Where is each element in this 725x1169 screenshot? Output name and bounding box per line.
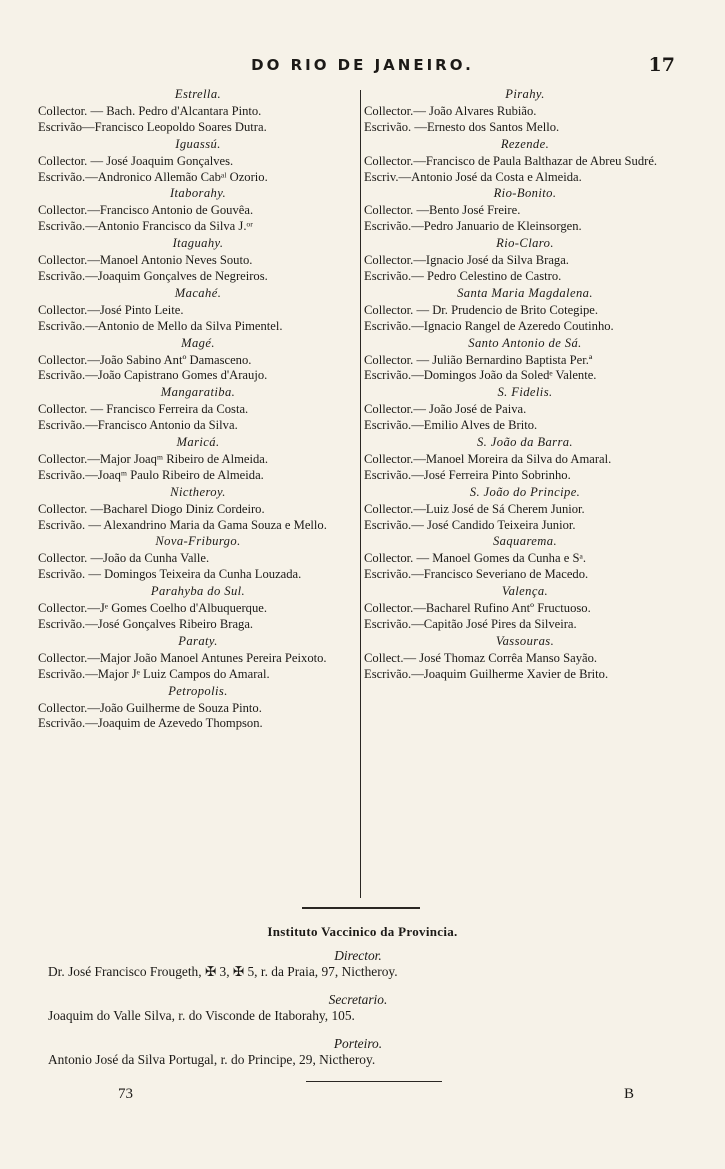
- place-name: Macahé.: [174, 285, 222, 300]
- right-column: [364, 86, 686, 683]
- place-entry: [38, 186, 358, 235]
- official-line: Escrivão.—Capitão José Pires da Silveira.: [364, 617, 577, 631]
- place-name: Itaguahy.: [172, 236, 224, 251]
- official-line: Collector. —Bento José Freire.: [364, 203, 521, 218]
- place-name: Santo Antonio de Sá.: [468, 335, 582, 350]
- place-entry: [38, 286, 358, 335]
- place-name: Maricá.: [176, 435, 220, 450]
- page-number: 17: [648, 54, 675, 76]
- staff-secretary: [48, 992, 688, 1024]
- official-line: Collector. —Bacharel Diogo Diniz Cordeiro.: [38, 501, 265, 516]
- place-name: Vassouras.: [495, 633, 555, 648]
- official-line: Collector.—Major Joaqᵐ Ribeiro de Almeida.: [38, 451, 269, 466]
- official-line: Escrivão.—Major Jᵉ Luiz Campos do Amaral.: [38, 666, 270, 681]
- official-line: Collector.—João Sabino Antº Damasceno.: [38, 352, 252, 367]
- official-line: Collector.—Manoel Antonio Neves Souto.: [38, 253, 253, 268]
- official-line: Escrivão.—Andronico Allemão Cabᵃˡ Ozorio.: [38, 169, 268, 184]
- staff-name: Joaquim do Valle Silva, r. do Visconde de Itaborahy, 105.: [48, 1008, 355, 1023]
- place-entry: [38, 236, 358, 285]
- official-line: Collector. —João da Cunha Valle.: [38, 551, 210, 566]
- staff-name: Antonio José da Silva Portugal, r. do Principe, 29, Nictheroy.: [48, 1052, 376, 1067]
- official-line: Escrivão.—Antonio de Mello da Silva Pimentel.: [38, 318, 283, 333]
- official-line: Escrivão.—Francisco Antonio da Silva.: [38, 418, 238, 433]
- official-line: Collector.—Major João Manoel Antunes Pereira Peixoto.: [38, 650, 327, 665]
- place-entry: [364, 336, 686, 385]
- staff-role: Director.: [334, 948, 382, 963]
- official-line: Collector. — Manoel Gomes da Cunha e Sᵃ.: [364, 551, 587, 566]
- official-line: Escrivão.—Emilio Alves de Brito.: [364, 418, 538, 433]
- place-entry: [364, 634, 686, 683]
- official-line: Collector.—Francisco de Paula Balthazar de Abreu Sudré.: [364, 153, 658, 168]
- official-line: Collector.—João Guilherme de Souza Pinto.: [38, 700, 262, 715]
- section-rule: [302, 907, 420, 909]
- signature-number: 73: [118, 1086, 133, 1102]
- official-line: Collector. — Bach. Pedro d'Alcantara Pinto.: [38, 103, 262, 118]
- place-name: Valença.: [501, 584, 549, 599]
- place-entry: [38, 584, 358, 633]
- place-entry: [364, 286, 686, 335]
- official-line: Collector.—Bacharel Rufino Antº Fructuoso.: [364, 601, 591, 616]
- official-line: Escrivão—Francisco Leopoldo Soares Dutra.: [38, 119, 267, 134]
- official-line: Collector.—Manoel Moreira da Silva do Amaral.: [364, 451, 612, 466]
- staff-role: Porteiro.: [333, 1036, 383, 1051]
- staff-porter: [48, 1036, 688, 1068]
- place-entry: [364, 137, 686, 186]
- staff-director: [48, 948, 688, 980]
- official-line: Escrivão.— Pedro Celestino de Castro.: [364, 268, 562, 283]
- institute-title: Instituto Vaccinico da Provincia.: [267, 924, 458, 939]
- place-name: Petropolis.: [168, 683, 228, 698]
- place-name: Mangaratiba.: [160, 385, 236, 400]
- place-name: Santa Maria Magdalena.: [457, 285, 593, 300]
- official-line: Escrivão.—Joaquim Guilherme Xavier de Brito.: [364, 666, 609, 681]
- place-entry: [364, 435, 686, 484]
- place-name: Parahyba do Sul.: [150, 584, 246, 599]
- place-entry: [38, 634, 358, 683]
- official-line: Escrivão.—Francisco Severiano de Macedo.: [364, 567, 589, 582]
- official-line: Collector.— João Alvares Rubião.: [364, 103, 537, 118]
- place-name: Itaborahy.: [169, 186, 227, 201]
- official-line: Escrivão.— José Candido Teixeira Junior.: [364, 517, 576, 532]
- official-line: Collect.— José Thomaz Corrêa Manso Sayão.: [364, 650, 598, 665]
- official-line: Escrivão.—Joaqᵐ Paulo Ribeiro de Almeida.: [38, 467, 264, 482]
- place-name: Nictheroy.: [170, 484, 226, 499]
- official-line: Collector.—José Pinto Leite.: [38, 302, 184, 317]
- official-line: Collector. — José Joaquim Gonçalves.: [38, 153, 234, 168]
- left-column: [38, 86, 358, 732]
- page-header: [0, 56, 725, 80]
- place-entry: [38, 684, 358, 733]
- place-entry: [364, 534, 686, 583]
- official-line: Escrivão.—Domingos João da Soledᵉ Valente.: [364, 368, 597, 383]
- place-name: Rio-Bonito.: [493, 186, 557, 201]
- official-line: Escrivão.—José Ferreira Pinto Sobrinho.: [364, 467, 571, 482]
- place-entry: [38, 435, 358, 484]
- place-name: Nova-Friburgo.: [155, 534, 241, 549]
- place-entry: [364, 87, 686, 136]
- official-line: Collector. — Dr. Prudencio de Brito Cotegipe.: [364, 302, 598, 317]
- official-line: Escrivão. — Domingos Teixeira da Cunha Louzada.: [38, 567, 302, 582]
- place-name: S. João da Barra.: [476, 435, 573, 450]
- place-entry: [38, 137, 358, 186]
- place-entry: [38, 534, 358, 583]
- official-line: Escrivão.—Joaquim Gonçalves de Negreiros.: [38, 268, 268, 283]
- official-line: Escrivão. —Ernesto dos Santos Mello.: [364, 119, 560, 134]
- place-name: S. Fidelis.: [497, 385, 553, 400]
- place-entry: [38, 87, 358, 136]
- official-line: Escrivão.—Pedro Januario de Kleinsorgen.: [364, 219, 582, 234]
- place-entry: [364, 236, 686, 285]
- place-name: Iguassú.: [175, 136, 221, 151]
- official-line: Escrivão.—Antonio Francisco da Silva J.ᵒʳ: [38, 219, 253, 234]
- official-line: Collector. — Francisco Ferreira da Costa.: [38, 402, 249, 417]
- official-line: Escrivão.—João Capistrano Gomes d'Araujo.: [38, 368, 268, 383]
- official-line: Collector.— João José de Paiva.: [364, 402, 527, 417]
- running-title: DO RIO DE JANEIRO.: [251, 56, 474, 74]
- place-name: Estrella.: [174, 87, 222, 101]
- official-line: Collector. — Julião Bernardino Baptista Per.ª: [364, 352, 593, 367]
- place-name: Paraty.: [178, 633, 218, 648]
- official-line: Escrivão.—Ignacio Rangel de Azeredo Coutinho.: [364, 318, 614, 333]
- place-entry: [38, 385, 358, 434]
- place-entry: [364, 584, 686, 633]
- official-line: Escrivão. — Alexandrino Maria da Gama Souza e Mello.: [38, 517, 327, 532]
- place-name: Rezende.: [500, 136, 550, 151]
- place-name: Magé.: [181, 335, 215, 350]
- official-line: Collector.—Ignacio José da Silva Braga.: [364, 253, 569, 268]
- staff-role: Secretario.: [328, 992, 388, 1007]
- place-name: Saquarema.: [492, 534, 558, 549]
- official-line: Escrivão.—Joaquim de Azevedo Thompson.: [38, 716, 263, 731]
- place-name: Pirahy.: [505, 87, 545, 101]
- place-entry: [38, 336, 358, 385]
- staff-name: Dr. José Francisco Frougeth, ✠ 3, ✠ 5, r. da Praia, 97, Nictheroy.: [48, 964, 398, 979]
- official-line: Collector.—Luiz José de Sá Cherem Junior.: [364, 501, 585, 516]
- place-entry: [38, 485, 358, 534]
- official-line: Collector.—Francisco Antonio de Gouvêa.: [38, 203, 254, 218]
- footer-rule: [306, 1081, 442, 1082]
- official-line: Escrivão.—José Gonçalves Ribeiro Braga.: [38, 617, 254, 631]
- place-entry: [364, 385, 686, 434]
- official-line: Escriv.—Antonio José da Costa e Almeida.: [364, 169, 582, 184]
- place-name: S. João do Principe.: [469, 484, 581, 499]
- place-name: Rio-Claro.: [496, 236, 554, 251]
- place-entry: [364, 186, 686, 235]
- official-line: Collector.—Jᵉ Gomes Coelho d'Albuquerque.: [38, 601, 268, 616]
- signature-letter: B: [624, 1086, 635, 1102]
- place-entry: [364, 485, 686, 534]
- column-divider: [360, 90, 361, 898]
